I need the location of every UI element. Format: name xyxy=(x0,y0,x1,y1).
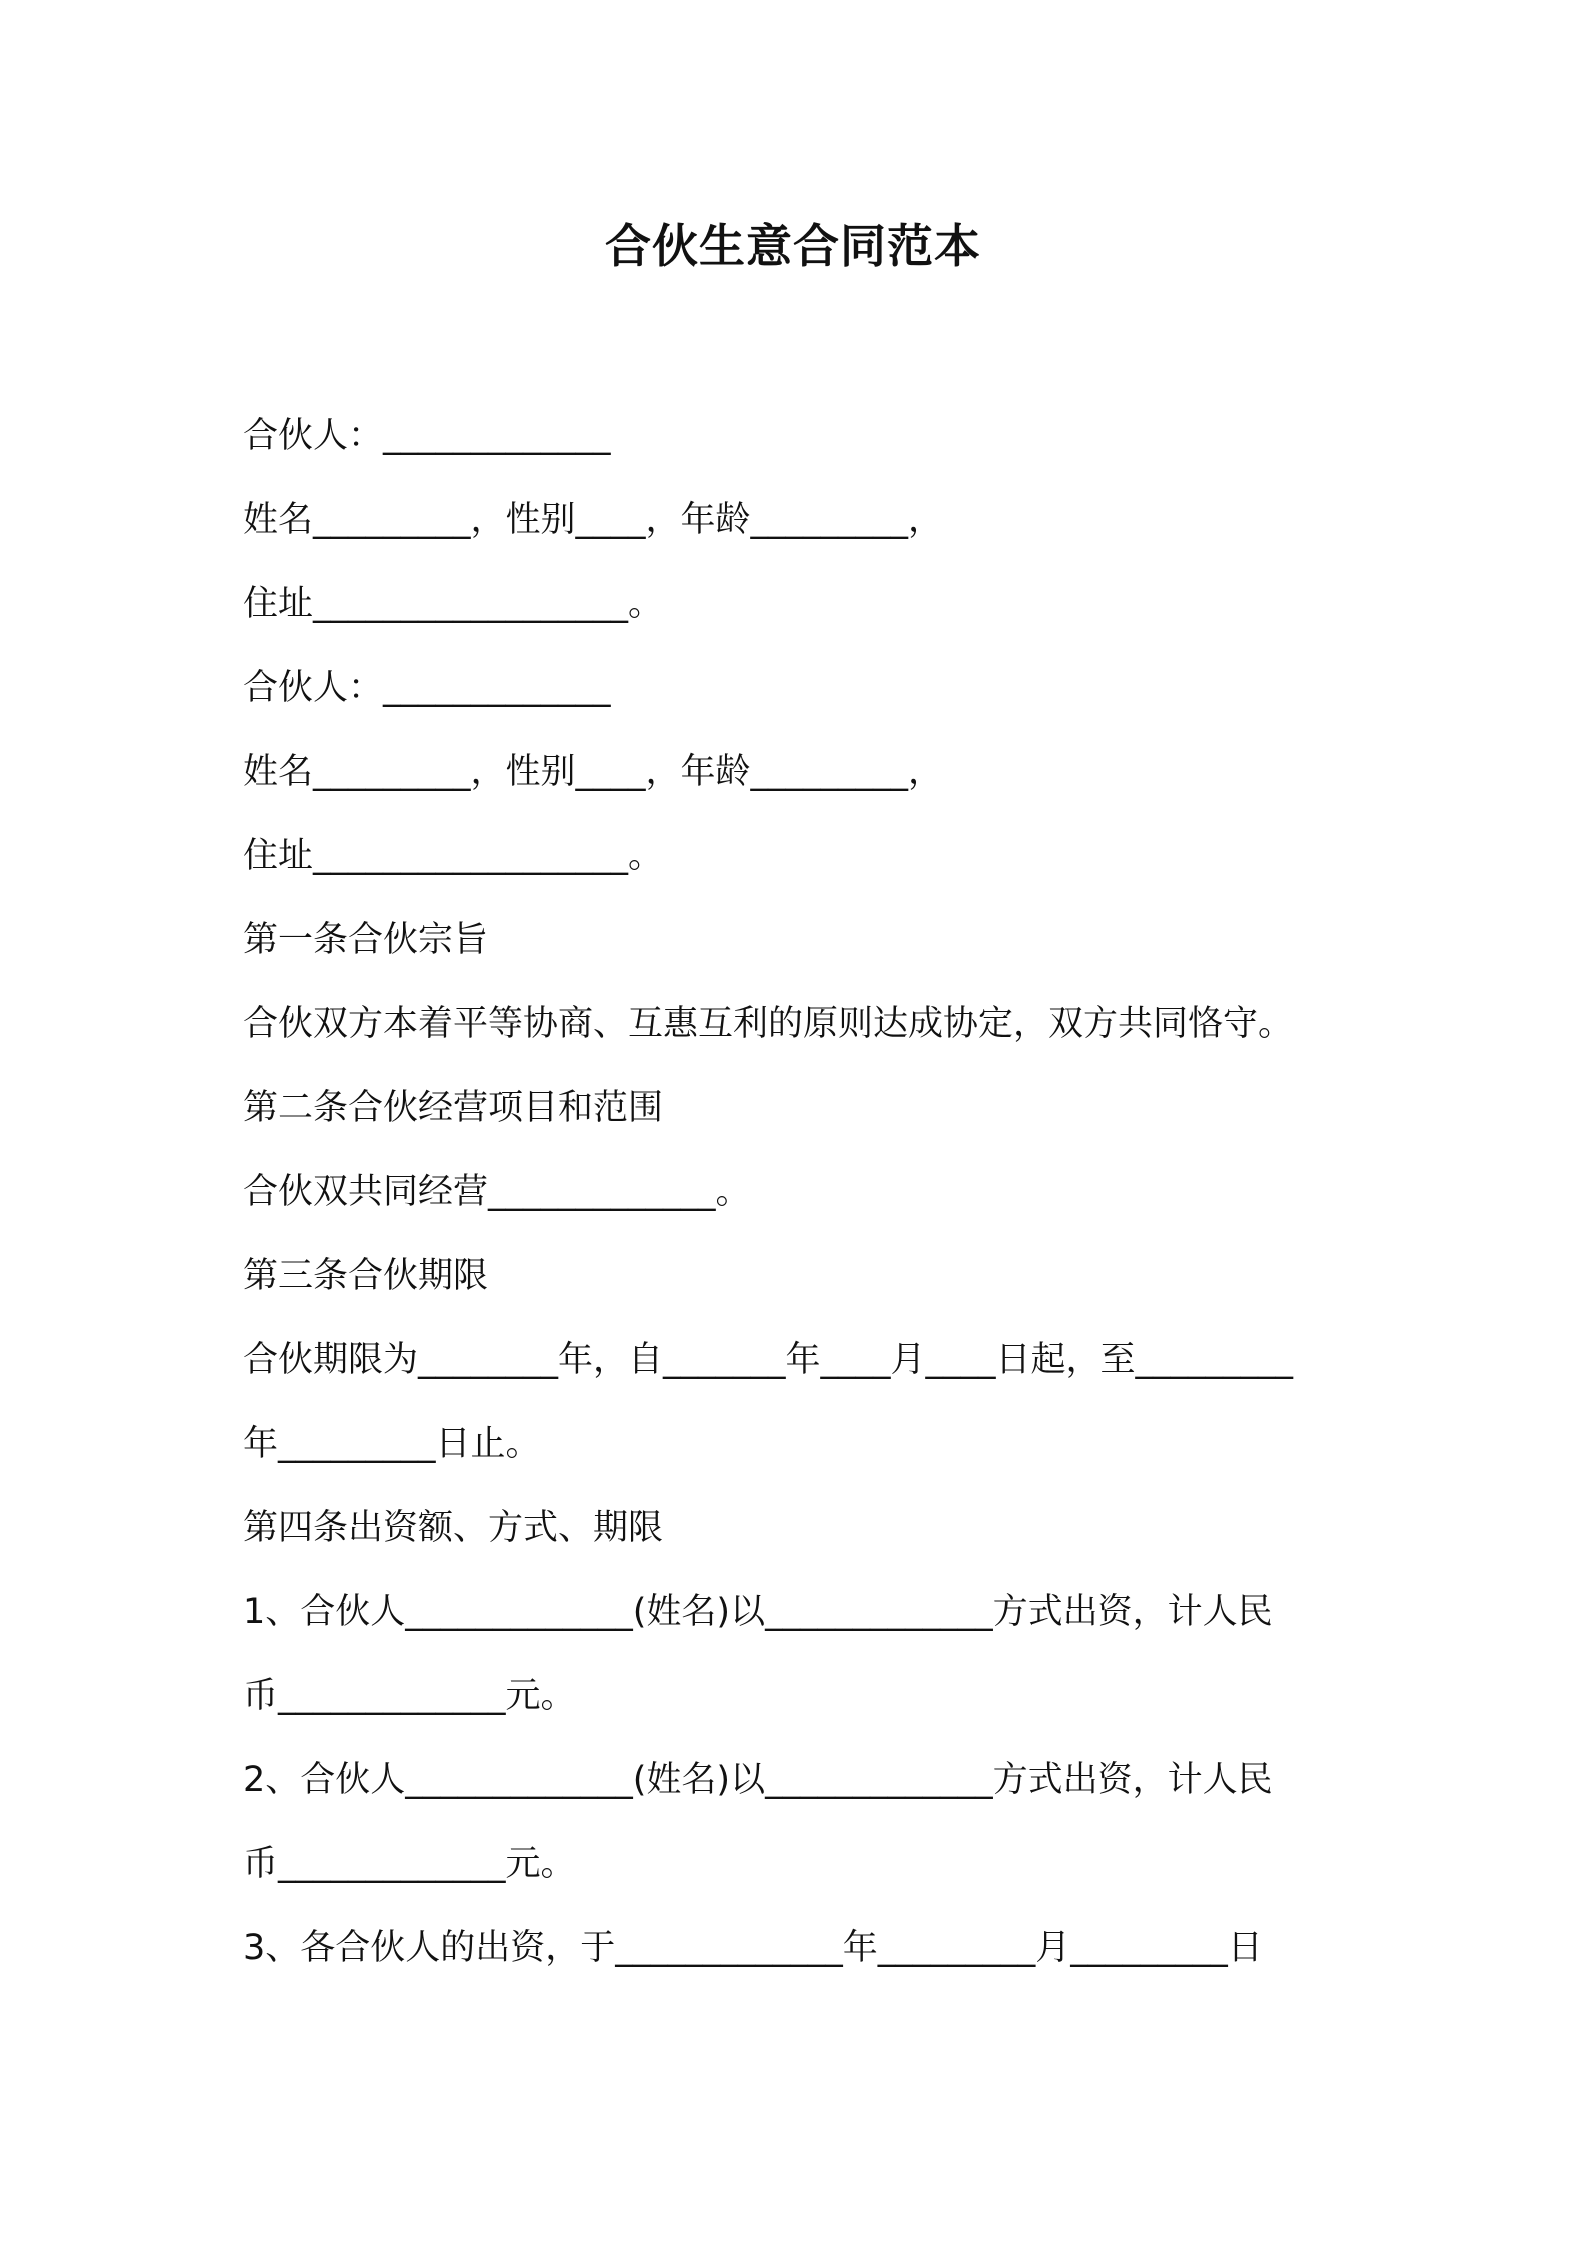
article-4-item-3-line-1: 3、各合伙人的出资，于_____________年_________月_________日 xyxy=(243,1928,1263,1968)
article-1-body: 合伙双方本着平等协商、互惠互利的原则达成协定，双方共同恪守。 xyxy=(243,1004,1294,1044)
article-4-heading: 第四条出资额、方式、期限 xyxy=(243,1508,664,1548)
article-2-body: 合伙双共同经营_____________。 xyxy=(243,1172,751,1212)
article-4-item-2-line-2: 币_____________元。 xyxy=(243,1844,576,1884)
article-3-body-line-1: 合伙期限为________年，自_______年____月____日起，至_________ xyxy=(243,1340,1294,1380)
partner-2-address: 住址__________________。 xyxy=(243,836,664,876)
article-4-item-2-line-1: 2、合伙人_____________(姓名)以_____________方式出资，计人民 xyxy=(243,1760,1273,1800)
partner-1-name-gender-age: 姓名_________，性别____，年龄_________， xyxy=(243,500,944,540)
article-3-body-line-2: 年_________日止。 xyxy=(243,1424,541,1464)
article-4-item-1-line-2: 币_____________元。 xyxy=(243,1676,576,1716)
article-3-heading: 第三条合伙期限 xyxy=(243,1256,489,1296)
article-1-heading: 第一条合伙宗旨 xyxy=(243,920,489,960)
partner-1-label: 合伙人：_____________ xyxy=(243,416,611,456)
partner-2-name-gender-age: 姓名_________，性别____，年龄_________， xyxy=(243,752,944,792)
partner-2-label: 合伙人：_____________ xyxy=(243,668,611,708)
partner-1-address: 住址__________________。 xyxy=(243,584,664,624)
document-title: 合伙生意合同范本 xyxy=(605,219,981,273)
article-2-heading: 第二条合伙经营项目和范围 xyxy=(243,1088,664,1128)
article-4-item-1-line-1: 1、合伙人_____________(姓名)以_____________方式出资，计人民 xyxy=(243,1592,1273,1632)
